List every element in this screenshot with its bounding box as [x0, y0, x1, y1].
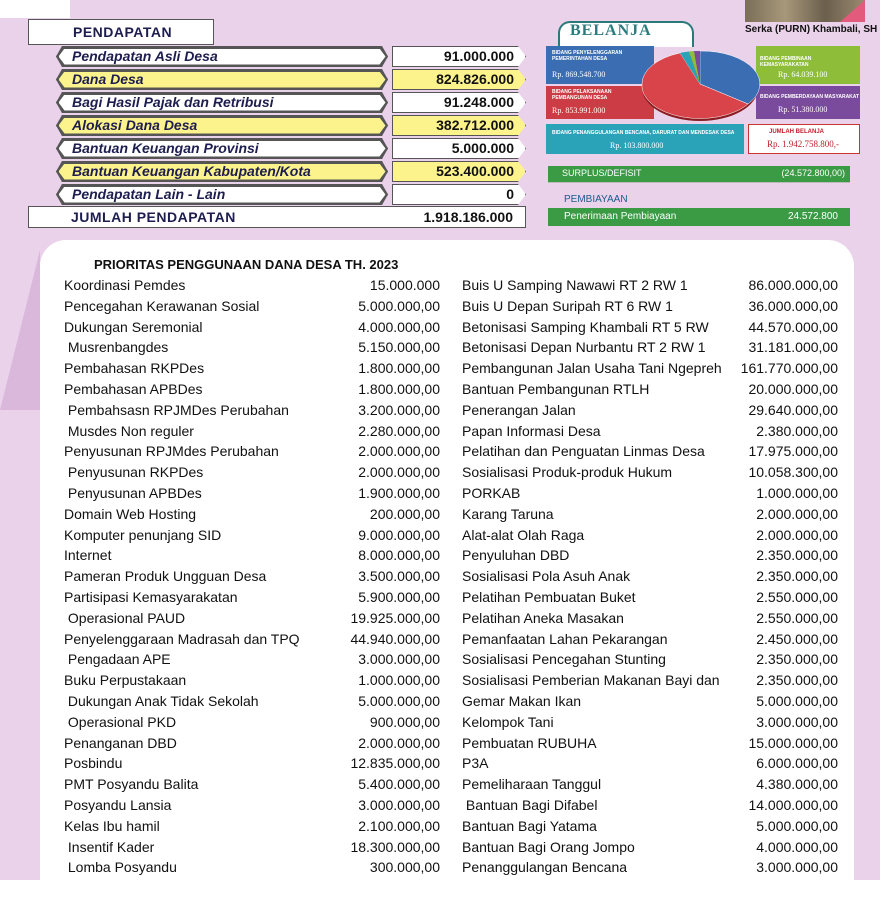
prioritas-item-name: Penyelenggaraan Madrasah dan TPQ — [64, 630, 300, 647]
prioritas-item — [462, 629, 838, 650]
prioritas-item-amount: 15.000.000,00 — [748, 734, 838, 751]
prioritas-item-amount: 900.000,00 — [369, 713, 440, 730]
prioritas-item-name: Insentif Kader — [64, 838, 155, 855]
prioritas-item-name: Bantuan Bagi Orang Jompo — [462, 838, 635, 855]
surplus-value: (24.572.800,00) — [781, 168, 845, 178]
jumlah-pendapatan-label: JUMLAH PENDAPATAN — [71, 209, 236, 225]
prioritas-item — [462, 795, 838, 816]
divider — [548, 182, 850, 183]
prioritas-item — [64, 691, 440, 712]
prioritas-item — [64, 296, 440, 317]
prioritas-item-amount: 2.380.000,00 — [756, 422, 838, 439]
jumlah-belanja-box — [748, 124, 860, 154]
prioritas-item-name: Kelompok Tani — [462, 713, 554, 730]
prioritas-item-name: Lomba Posyandu — [64, 859, 177, 876]
pendapatan-label: Bantuan Keuangan Kabupaten/Kota — [72, 163, 311, 179]
prioritas-item — [462, 857, 838, 878]
prioritas-item — [462, 358, 838, 379]
belanja-title: BELANJA — [570, 22, 652, 39]
belanja-box-pemerintahan — [546, 46, 654, 84]
prioritas-item-name: Pemanfaatan Lahan Pekarangan — [462, 630, 668, 647]
jumlah-belanja-value: Rp. 1.942.758.800,- — [767, 139, 839, 149]
prioritas-item-name: Penyusunan APBDes — [64, 484, 202, 501]
prioritas-item-name: Betonisasi Samping Khambali RT 5 RW — [462, 318, 709, 335]
prioritas-item — [64, 337, 440, 358]
prioritas-item — [64, 733, 440, 754]
prioritas-item-amount: 1.800.000,00 — [358, 360, 440, 377]
prioritas-item — [462, 296, 838, 317]
prioritas-item — [462, 733, 838, 754]
prioritas-item-amount: 2.000.000,00 — [358, 734, 440, 751]
prioritas-item-amount: 5.000.000,00 — [358, 297, 440, 314]
prioritas-item-amount: 1.800.000,00 — [358, 380, 440, 397]
prioritas-item — [462, 691, 838, 712]
top-white-corner — [0, 0, 70, 18]
prioritas-item-amount: 3.000.000,00 — [358, 796, 440, 813]
pendapatan-value: 91.248.000 — [443, 94, 514, 110]
prioritas-item-amount: 2.350.000,00 — [756, 568, 838, 585]
prioritas-item-amount: 2.350.000,00 — [756, 672, 838, 689]
prioritas-item-amount: 9.000.000,00 — [358, 526, 440, 543]
prioritas-item-name: Pencegahan Kerawanan Sosial — [64, 297, 260, 314]
prioritas-item — [462, 400, 838, 421]
prioritas-item — [64, 462, 440, 483]
prioritas-item — [64, 587, 440, 608]
prioritas-item-amount: 5.000.000,00 — [756, 692, 838, 709]
prioritas-item-name: Pelatihan dan Penguatan Linmas Desa — [462, 443, 705, 460]
prioritas-item — [462, 441, 838, 462]
prioritas-item-name: Buis U Depan Suripah RT 6 RW 1 — [462, 297, 673, 314]
prioritas-item — [64, 545, 440, 566]
prioritas-item-amount: 86.000.000,00 — [748, 277, 838, 293]
prioritas-item-amount: 4.000.000,00 — [358, 318, 440, 335]
prioritas-item-amount: 12.835.000,00 — [350, 755, 440, 772]
prioritas-item-name: PMT Posyandu Balita — [64, 776, 199, 793]
prioritas-item-name: Papan Informasi Desa — [462, 422, 601, 439]
prioritas-item — [462, 712, 838, 733]
prioritas-item — [462, 525, 838, 546]
prioritas-item-amount: 2.100.000,00 — [358, 817, 440, 834]
prioritas-item-amount: 2.280.000,00 — [358, 422, 440, 439]
surplus-label: SURPLUS/DEFISIT — [562, 168, 642, 178]
prioritas-item-name: Sosialisasi Produk-produk Hukum — [462, 464, 673, 481]
prioritas-item-name: Pelatihan Pembuatan Buket — [462, 588, 636, 605]
belanja-box-value: Rp. 51.380.000 — [778, 105, 828, 114]
prioritas-item — [462, 337, 838, 358]
prioritas-item-amount: 31.181.000,00 — [748, 339, 838, 356]
pendapatan-label: Pendapatan Lain - Lain — [72, 186, 226, 202]
prioritas-item-amount: 5.900.000,00 — [358, 588, 440, 605]
belanja-box-value: Rp. 103.800.000 — [610, 141, 664, 150]
surplus-defisit-bar — [548, 166, 850, 182]
prioritas-item-name: Pemeliharaan Tanggul — [462, 776, 602, 793]
prioritas-item-amount: 29.640.000,00 — [748, 401, 838, 418]
pendapatan-row — [56, 46, 526, 67]
prioritas-item-name: Komputer penunjang SID — [64, 526, 222, 543]
prioritas-item-amount: 6.000.000,00 — [756, 755, 838, 772]
prioritas-item — [64, 525, 440, 546]
prioritas-item-name: Pameran Produk Ungguan Desa — [64, 568, 267, 585]
prioritas-item-amount: 19.925.000,00 — [350, 609, 440, 626]
prioritas-item-amount: 18.300.000,00 — [350, 838, 440, 855]
prioritas-item-amount: 44.570.000,00 — [748, 318, 838, 335]
prioritas-left-clip — [64, 275, 440, 880]
prioritas-item — [462, 587, 838, 608]
prioritas-item-amount: 2.350.000,00 — [756, 547, 838, 564]
prioritas-item — [462, 462, 838, 483]
prioritas-item — [64, 649, 440, 670]
prioritas-item-amount: 5.000.000,00 — [358, 692, 440, 709]
prioritas-item-amount: 2.450.000,00 — [756, 630, 838, 647]
prioritas-item-amount: 1.900.000,00 — [358, 484, 440, 501]
prioritas-item — [64, 608, 440, 629]
pendapatan-row — [56, 184, 526, 205]
prioritas-item-amount: 8.000.000,00 — [358, 547, 440, 564]
pendapatan-label: Pendapatan Asli Desa — [72, 48, 218, 64]
prioritas-item-name: Penyusunan RPJMdes Perubahan — [64, 443, 279, 460]
pendapatan-label: Alokasi Dana Desa — [72, 117, 198, 133]
prioritas-item — [462, 504, 838, 525]
prioritas-item-amount: 5.150.000,00 — [358, 339, 440, 356]
prioritas-item-name: Kelas Ibu hamil — [64, 817, 160, 834]
prioritas-item-name: Pembahsasn RPJMDes Perubahan — [64, 401, 289, 418]
jumlah-pendapatan-row — [28, 206, 526, 228]
belanja-pie-chart — [640, 44, 760, 124]
prioritas-item-amount: 161.770.000,00 — [740, 360, 838, 377]
prioritas-item — [64, 837, 440, 858]
prioritas-item-amount: 3.000.000,00 — [756, 859, 838, 876]
pendapatan-value: 523.400.000 — [436, 163, 514, 179]
pembiayaan-label: PEMBIAYAAN — [564, 194, 628, 205]
prioritas-item-name: PORKAB — [462, 484, 521, 501]
prioritas-item-name: Sosialisasi Pemberian Makanan Bayi dan — [462, 672, 720, 689]
pendapatan-label: Bantuan Keuangan Provinsi — [72, 140, 259, 156]
prioritas-item-name: Buku Perpustakaan — [64, 672, 187, 689]
prioritas-item — [64, 816, 440, 837]
prioritas-item — [64, 566, 440, 587]
prioritas-item-amount: 4.000.000,00 — [756, 838, 838, 855]
prioritas-item — [462, 421, 838, 442]
prioritas-item — [462, 317, 838, 338]
prioritas-item-name: Musdes Non reguler — [64, 422, 194, 439]
prioritas-item — [64, 379, 440, 400]
pendapatan-row — [56, 69, 526, 90]
prioritas-item-amount: 1.000.000,00 — [358, 672, 440, 689]
belanja-box-bencana — [546, 124, 744, 154]
pendapatan-value: 824.826.000 — [436, 71, 514, 87]
prioritas-item-amount: 2.000.000,00 — [358, 464, 440, 481]
prioritas-title: PRIORITAS PENGGUNAAN DANA DESA TH. 2023 — [94, 257, 399, 272]
prioritas-item-name: Betonisasi Depan Nurbantu RT 2 RW 1 — [462, 339, 706, 356]
prioritas-item-name: Operasional PAUD — [64, 609, 186, 626]
prioritas-item-amount: 200.000,00 — [369, 505, 440, 522]
prioritas-item-amount: 15.000.000 — [369, 277, 440, 293]
prioritas-item-name: Pembangunan Jalan Usaha Tani Ngepreh — [462, 360, 722, 377]
prioritas-item-name: Partisipasi Kemasyarakatan — [64, 588, 238, 605]
prioritas-item-name: Bantuan Pembangunan RTLH — [462, 380, 650, 397]
pendapatan-value: 91.000.000 — [443, 48, 514, 64]
prioritas-item-name: Pelatihan Aneka Masakan — [462, 609, 624, 626]
prioritas-left-column — [64, 275, 440, 878]
prioritas-item-name: Bantuan Bagi Difabel — [462, 796, 598, 813]
prioritas-item — [462, 753, 838, 774]
prioritas-item — [462, 545, 838, 566]
prioritas-item-name: Karang Taruna — [462, 505, 554, 522]
prioritas-item-amount: 36.000.000,00 — [748, 297, 838, 314]
prioritas-item — [64, 795, 440, 816]
prioritas-right-column — [462, 275, 838, 878]
prioritas-item-amount: 10.058.300,00 — [748, 464, 838, 481]
prioritas-item-amount: 1.000.000,00 — [756, 484, 838, 501]
belanja-box-title: BIDANG PENYELENGGARAN PEMERINTAHAN DESA — [552, 50, 623, 62]
prioritas-item-name: Dukungan Seremonial — [64, 318, 203, 335]
prioritas-item-amount: 5.000.000,00 — [756, 817, 838, 834]
prioritas-item-amount: 5.400.000,00 — [358, 776, 440, 793]
penerimaan-label: Penerimaan Pembiayaan — [564, 211, 677, 222]
belanja-box-pemberdayaan — [756, 86, 860, 119]
prioritas-item-name: Domain Web Hosting — [64, 505, 197, 522]
jumlah-pendapatan-value: 1.918.186.000 — [423, 209, 513, 225]
belanja-box-title: BIDANG PEMBINAAN KEMASYARAKATAN — [760, 56, 812, 68]
prioritas-item-name: Pembahasan RKPDes — [64, 360, 205, 377]
prioritas-item — [462, 816, 838, 837]
pendapatan-row — [56, 138, 526, 159]
pendapatan-value: 0 — [506, 186, 514, 202]
pendapatan-title: PENDAPATAN — [73, 24, 173, 40]
belanja-box-title: BIDANG PELAKSANAAN PEMBANGUNAN DESA — [552, 89, 612, 101]
prioritas-item-name: Bantuan Bagi Yatama — [462, 817, 597, 834]
prioritas-item — [64, 317, 440, 338]
prioritas-item — [64, 670, 440, 691]
prioritas-item-name: P3A — [462, 755, 489, 772]
prioritas-item-name: Penyuluhan DBD — [462, 547, 570, 564]
pendapatan-title-box — [28, 19, 214, 45]
belanja-box-pembangunan — [546, 86, 654, 119]
pendapatan-row — [56, 115, 526, 136]
prioritas-item-name: Operasional PKD — [64, 713, 177, 730]
prioritas-item-name: Penerangan Jalan — [462, 401, 576, 418]
prioritas-item-name: Sosialisasi Pencegahan Stunting — [462, 651, 666, 668]
prioritas-item — [64, 441, 440, 462]
prioritas-item — [64, 629, 440, 650]
prioritas-item — [462, 774, 838, 795]
prioritas-item-name: Sosialisasi Pola Asuh Anak — [462, 568, 631, 585]
prioritas-item-name: Buis U Samping Nawawi RT 2 RW 1 — [462, 277, 688, 293]
prioritas-item-name: Pembuatan RUBUHA — [462, 734, 597, 751]
prioritas-item-amount: 3.500.000,00 — [358, 568, 440, 585]
prioritas-item-name: Koordinasi Pemdes — [64, 277, 186, 293]
prioritas-item-amount: 2.550.000,00 — [756, 588, 838, 605]
pendapatan-label: Bagi Hasil Pajak dan Retribusi — [72, 94, 274, 110]
prioritas-item-amount: 2.550.000,00 — [756, 609, 838, 626]
penerimaan-pembiayaan-bar — [548, 208, 850, 226]
penerimaan-value: 24.572.800 — [787, 211, 838, 222]
prioritas-item-name: Internet — [64, 547, 112, 564]
prioritas-item-name: Pembahasan APBDes — [64, 380, 203, 397]
pendapatan-label: Dana Desa — [72, 71, 144, 87]
prioritas-item-name: Posbindu — [64, 755, 123, 772]
prioritas-item — [462, 379, 838, 400]
pendapatan-row — [56, 92, 526, 113]
prioritas-item — [64, 774, 440, 795]
pendapatan-value: 5.000.000 — [451, 140, 514, 156]
belanja-box-value: Rp. 64.039.100 — [778, 70, 828, 79]
prioritas-item-amount: 300.000,00 — [369, 859, 440, 876]
prioritas-item — [64, 857, 440, 878]
prioritas-item-amount: 2.000.000,00 — [756, 505, 838, 522]
prioritas-item-amount: 17.975.000,00 — [748, 443, 838, 460]
prioritas-item-name: Posyandu Lansia — [64, 796, 172, 813]
prioritas-item — [462, 837, 838, 858]
prioritas-item — [462, 275, 838, 296]
prioritas-item-amount: 4.380.000,00 — [756, 776, 838, 793]
prioritas-item — [462, 483, 838, 504]
prioritas-item — [462, 566, 838, 587]
prioritas-item-name: Penanggulangan Bencana — [462, 859, 628, 876]
prioritas-item — [64, 753, 440, 774]
belanja-box-value: Rp. 869.548.700 — [552, 70, 606, 79]
belanja-box-value: Rp. 853.991.000 — [552, 106, 606, 115]
prioritas-item-amount: 2.000.000,00 — [358, 443, 440, 460]
prioritas-item — [64, 712, 440, 733]
prioritas-item-amount: 2.000.000,00 — [756, 526, 838, 543]
prioritas-item-name: Pengadaan APE — [64, 651, 171, 668]
prioritas-item — [462, 649, 838, 670]
prioritas-item — [64, 275, 440, 296]
prioritas-item-name: Dukungan Anak Tidak Sekolah — [64, 692, 259, 709]
prioritas-right-clip — [462, 275, 838, 880]
pendapatan-row — [56, 161, 526, 182]
prioritas-item-amount: 14.000.000,00 — [748, 796, 838, 813]
prioritas-item-name: Musrenbangdes — [64, 339, 169, 356]
belanja-box-title: BIDANG PENANGGULANGAN BENCANA, DARURAT DAN MENDESAK DESA — [552, 130, 735, 136]
jumlah-belanja-label: JUMLAH BELANJA — [769, 129, 825, 135]
photo-caption: Serka (PURN) Khambali, SH — [745, 24, 878, 35]
prioritas-item — [64, 483, 440, 504]
prioritas-item-amount: 3.000.000,00 — [358, 651, 440, 668]
prioritas-item-amount: 20.000.000,00 — [748, 380, 838, 397]
belanja-box-kemasyarakatan — [756, 46, 860, 84]
prioritas-item — [64, 421, 440, 442]
prioritas-item-amount: 3.000.000,00 — [756, 713, 838, 730]
prioritas-item — [64, 400, 440, 421]
prioritas-item — [64, 504, 440, 525]
prioritas-item-name: Alat-alat Olah Raga — [462, 526, 585, 543]
prioritas-item-amount: 2.350.000,00 — [756, 651, 838, 668]
pendapatan-value: 382.712.000 — [436, 117, 514, 133]
prioritas-item-name: Gemar Makan Ikan — [462, 692, 582, 709]
prioritas-item-name: Penanganan DBD — [64, 734, 177, 751]
prioritas-item — [462, 608, 838, 629]
prioritas-item — [462, 670, 838, 691]
prioritas-item-amount: 44.940.000,00 — [350, 630, 440, 647]
belanja-box-title: BIDANG PEMBERDAYAAN MASYARAKAT — [760, 94, 860, 100]
prioritas-item-amount: 3.200.000,00 — [358, 401, 440, 418]
prioritas-item — [64, 358, 440, 379]
prioritas-item-name: Penyusunan RKPDes — [64, 464, 204, 481]
